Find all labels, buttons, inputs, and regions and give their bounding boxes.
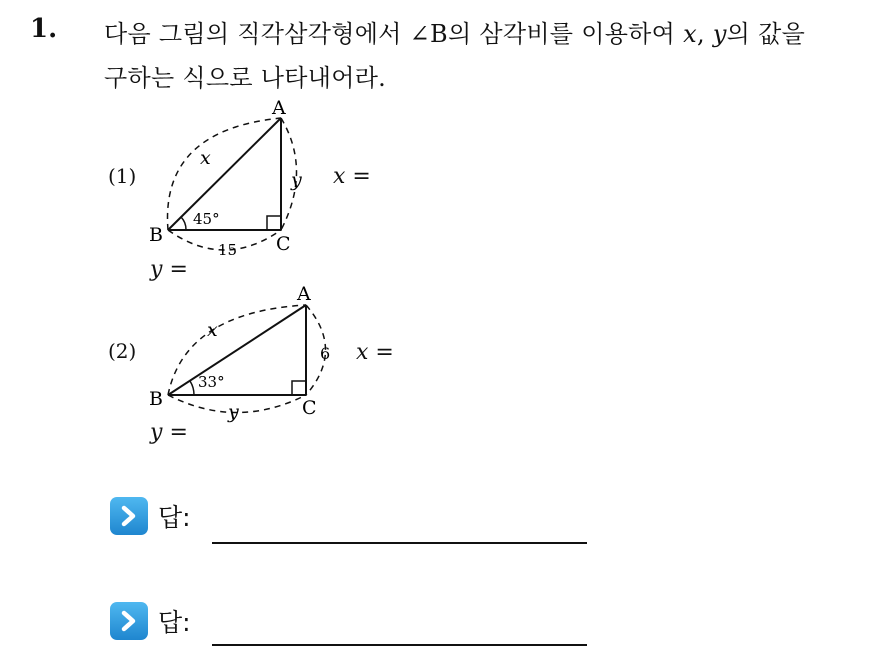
figure-2-hypotenuse-label: x (207, 319, 218, 341)
answer-label-1: 답: (158, 503, 191, 532)
var-x: x (683, 20, 697, 48)
question-text-part-2: 의 값을 (726, 20, 806, 48)
figure-2-eq-y (150, 420, 188, 445)
figure-2-eq-y-var: y (150, 420, 163, 445)
figure-2-eq-y-sign: = (169, 420, 188, 445)
figure-1-eq-y-var: y (150, 257, 163, 282)
figure-1-vertex-c: C (276, 233, 291, 255)
figure-2-vertex-c: C (302, 397, 317, 419)
answer-label-2: 답: (158, 608, 191, 637)
figure-1-vertex-b: B (149, 224, 163, 246)
chevron-right-icon (110, 602, 148, 640)
answer-input-2[interactable] (212, 644, 587, 646)
figure-2-label: (2) (108, 339, 137, 363)
figure-1-eq-x-var: x (333, 164, 346, 189)
figure-2-vertical-label: 6 (320, 344, 331, 363)
comma: , (696, 20, 705, 48)
figure-2-vertex-b: B (149, 388, 163, 410)
figure-1-base-label: 15 (218, 241, 238, 259)
figure-1-label: (1) (108, 164, 137, 188)
figure-2-eq-x-sign: = (375, 340, 394, 365)
figure-1-angle-label: 45° (193, 210, 220, 228)
answer-input-1[interactable] (212, 542, 587, 544)
figure-1-vertical-label: y (291, 169, 302, 191)
figure-2-eq-x (356, 340, 394, 365)
answer-row-2 (110, 602, 191, 640)
figure-2-eq-x-var: x (356, 340, 369, 365)
answer-row-1 (110, 497, 191, 535)
figure-2-angle-label: 33° (198, 373, 225, 391)
figure-1-eq-x-sign: = (352, 164, 371, 189)
figure-1-hypotenuse-label: x (200, 147, 211, 169)
question-number: 1. (30, 14, 58, 44)
figure-1-vertex-a: A (272, 97, 286, 119)
chevron-right-icon (110, 497, 148, 535)
question-text-line-2: 구하는 식으로 나타내어라. (104, 64, 387, 92)
question-text-part-1: 다음 그림의 직각삼각형에서 ∠B의 삼각비를 이용하여 (104, 20, 676, 48)
figure-2-base-label: y (228, 401, 239, 423)
var-y: y (712, 20, 727, 48)
figure-1-eq-y-sign: = (169, 257, 188, 282)
figure-2-vertex-a: A (297, 283, 311, 305)
